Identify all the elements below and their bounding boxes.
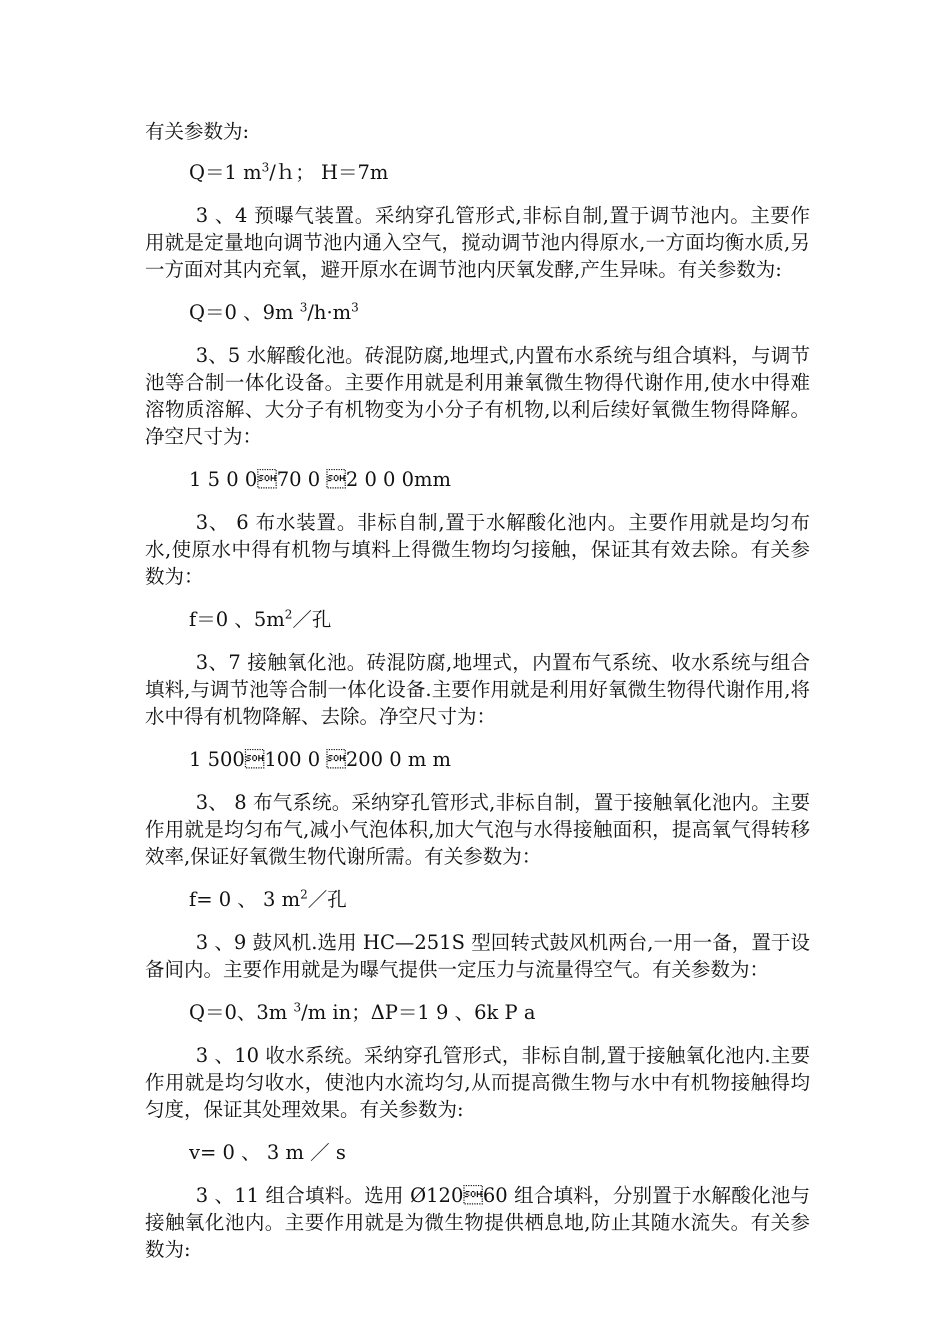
formula-velocity: v= 0 、 3 m ／ s xyxy=(189,1141,346,1164)
formula-hole-area-2: f= 0 、 3 $m^2/$孔 xyxy=(189,887,347,911)
para-air-distribution: 3、 8 布气系统。采纳穿孔管形式,非标自制，置于接触氧化池内。主要作用就是均匀布气,减小气泡体积,加大气泡与水得接触面积，提高氧气得转移效率,保证好氧微生物代谢所需。有关参数为： xyxy=(145,791,810,868)
formula-hole-area-1: f＝0 、$5m^2/$孔 xyxy=(189,607,332,631)
formula-flow-head: Q＝1 $m^3/h$； H＝7m xyxy=(189,160,389,184)
para-combined-filler: 3 、11 组合填料。选用 Ø12060 组合填料，分别置于水解酸化池与接触氧化池内。主要作用就是为微生物提供栖息地,防止其随水流失。有关参数为: xyxy=(145,1184,810,1261)
para-blower: 3 、9 鼓风机.选用 HC—251S 型回转式鼓风机两台,一用一备，置于设备间内。主要作用就是为曝气提供一定压力与流量得空气。有关参数为： xyxy=(145,931,810,981)
intro-line: 有关参数为: xyxy=(145,120,250,143)
para-pre-aeration: 3 、4 预曝气装置。采纳穿孔管形式,非标自制,置于调节池内。主要作用就是定量地向调节池内通入空气，搅动调节池内得原水,一方面均衡水质,另一方面对其内充氧，避开原水在调节池内厌氧发酵,产生异味。有关参数为: xyxy=(145,204,810,281)
formula-aeration-rate: Q＝0 、9m $^3/h\cdot m^3$ xyxy=(189,300,359,324)
para-water-collection: 3 、10 收水系统。采纳穿孔管形式，非标自制,置于接触氧化池内.主要作用就是均匀收水，使池内水流均匀,从而提高微生物与水中有机物接触得均匀度，保证其处理效果。有关参数为: xyxy=(145,1044,810,1121)
para-hydrolysis-tank: 3、5 水解酸化池。砖混防腐,地埋式,内置布水系统与组合填料，与调节池等合制一体化设备。主要作用就是利用兼氧微生物得代谢作用,使水中得难溶物质溶解、大分子有机物变为小分子有机物,以利后续好氧微生物得降解。净空尺寸为： xyxy=(145,344,810,448)
para-water-distribution: 3、 6 布水装置。非标自制,置于水解酸化池内。主要作用就是均匀布水,使原水中得有机物与填料上得微生物均匀接触，保证其有效去除。有关参数为： xyxy=(145,511,810,588)
para-contact-oxidation: 3、7 接触氧化池。砖混防腐,地埋式，内置布气系统、收水系统与组合填料,与调节池等合制一体化设备.主要作用就是利用好氧微生物得代谢作用,将水中得有机物降解、去除。净空尺寸为： xyxy=(145,651,810,728)
formula-oxidation-size: 1 500100 0 200 0 m m xyxy=(189,748,452,771)
document-body xyxy=(145,118,810,1263)
formula-blower-params: Q＝0、3m $^3$/m in；ΔP＝1 9 、6k P a xyxy=(189,1000,536,1024)
formula-hydrolysis-size: 1 5 0 070 0 2 0 0 0mm xyxy=(189,468,452,491)
